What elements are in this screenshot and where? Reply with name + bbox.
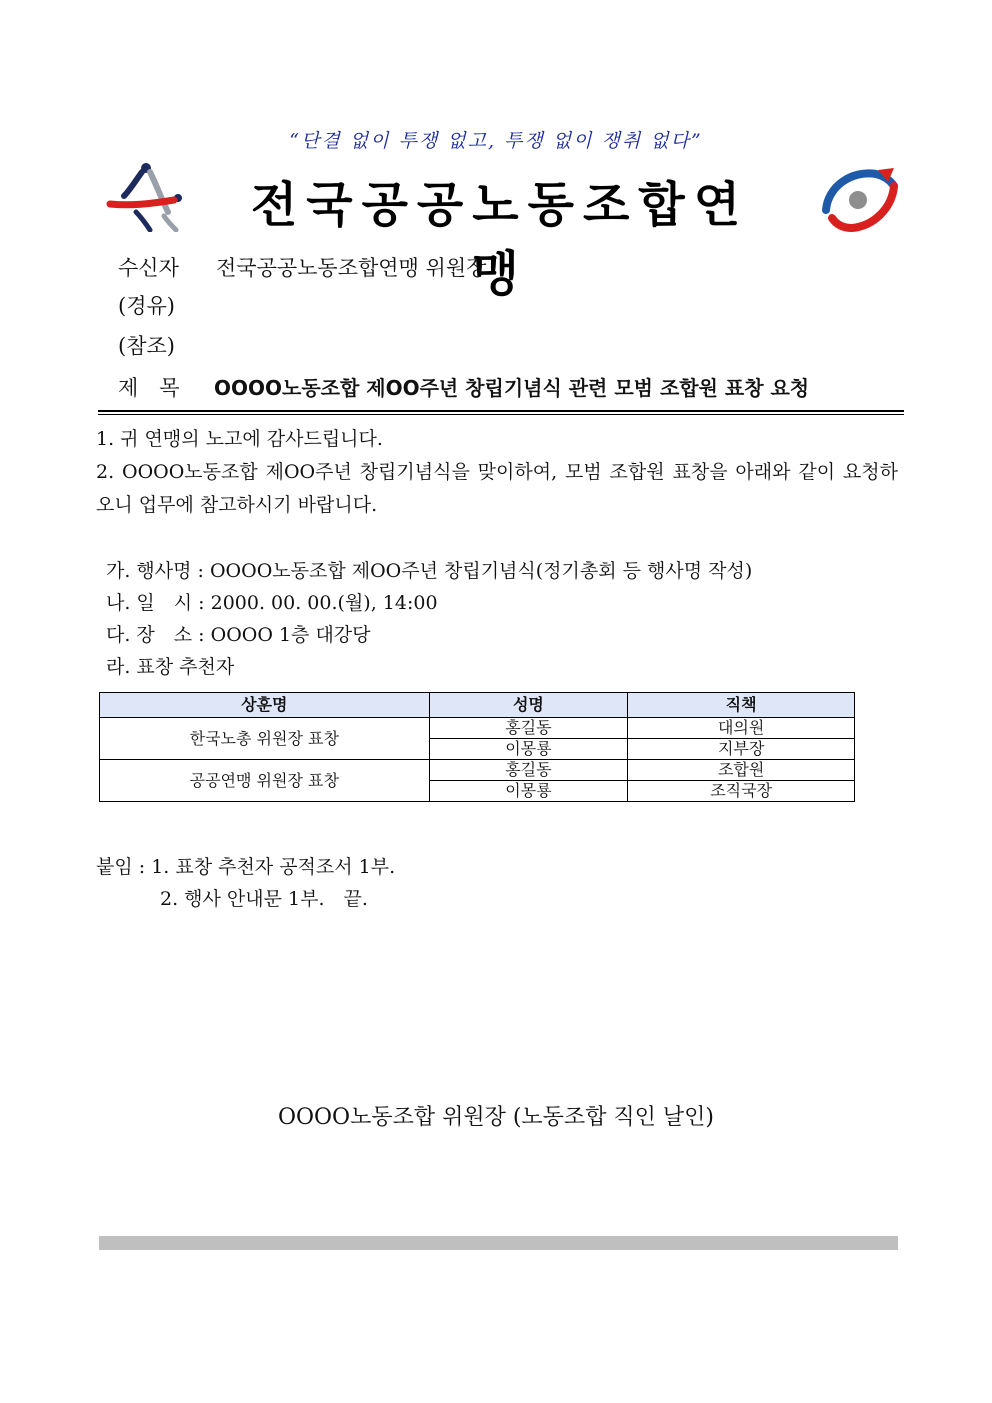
header-divider-thin (98, 414, 904, 415)
subject-value: OOOO노동조합 제OO주년 창립기념식 관련 모범 조합원 표창 요청 (214, 376, 810, 400)
position-cell: 지부장 (628, 739, 855, 760)
attachment-line-1: 붙임 : 1. 표창 추천자 공적조서 1부. (96, 856, 396, 878)
reference-label: (참조) (118, 334, 175, 358)
item-date: 나. 일 시 : 2000. 00. 00.(월), 14:00 (106, 592, 438, 614)
table-header-row (100, 693, 855, 718)
table-row (100, 718, 855, 739)
attachment-line-2: 2. 행사 안내문 1부. 끝. (160, 888, 368, 910)
paragraph-1: 1. 귀 연맹의 노고에 감사드립니다. (96, 428, 383, 450)
name-cell: 홍길동 (429, 718, 628, 739)
table-row (100, 760, 855, 781)
award-cell: 한국노총 위원장 표창 (100, 718, 430, 760)
footer-bar (99, 1236, 898, 1250)
award-recommend-table (99, 692, 855, 802)
item-recommend: 라. 표창 추천자 (106, 656, 235, 678)
item-place: 다. 장 소 : OOOO 1층 대강당 (106, 624, 371, 646)
position-cell: 조직국장 (628, 781, 855, 802)
award-cell: 공공연맹 위원장 표창 (100, 760, 430, 802)
header-divider (98, 410, 904, 412)
position-cell: 조합원 (628, 760, 855, 781)
column-header-position: 직책 (628, 693, 855, 718)
column-header-name: 성명 (429, 693, 628, 718)
union-logo-left-icon (106, 160, 188, 232)
name-cell: 이몽룡 (429, 739, 628, 760)
union-logo-right-icon (818, 164, 902, 234)
name-cell: 홍길동 (429, 760, 628, 781)
column-header-award: 상훈명 (100, 693, 430, 718)
name-cell: 이몽룡 (429, 781, 628, 802)
item-event-name: 가. 행사명 : OOOO노동조합 제OO주년 창립기념식(정기총회 등 행사명 작성) (106, 560, 753, 582)
paragraph-2: 2. OOOO노동조합 제OO주년 창립기념식을 맞이하여, 모범 조합원 표창을 아래와 같이 요청하오니 업무에 참고하시기 바랍니다. (96, 461, 898, 516)
via-label: (경유) (118, 294, 175, 318)
signer-line: OOOO노동조합 위원장 (노동조합 직인 날인) (277, 1105, 715, 1130)
subject-label: 제 목 (118, 376, 180, 400)
organization-title: 전국공공노동조합연맹 (250, 177, 750, 302)
recipient-label: 수신자 (118, 256, 179, 280)
slogan: “단결 없이 투쟁 없고, 투쟁 없이 쟁취 없다” (289, 130, 703, 152)
position-cell: 대의원 (628, 718, 855, 739)
recipient-value: 전국공공노동조합연맹 위원장 (216, 256, 487, 280)
